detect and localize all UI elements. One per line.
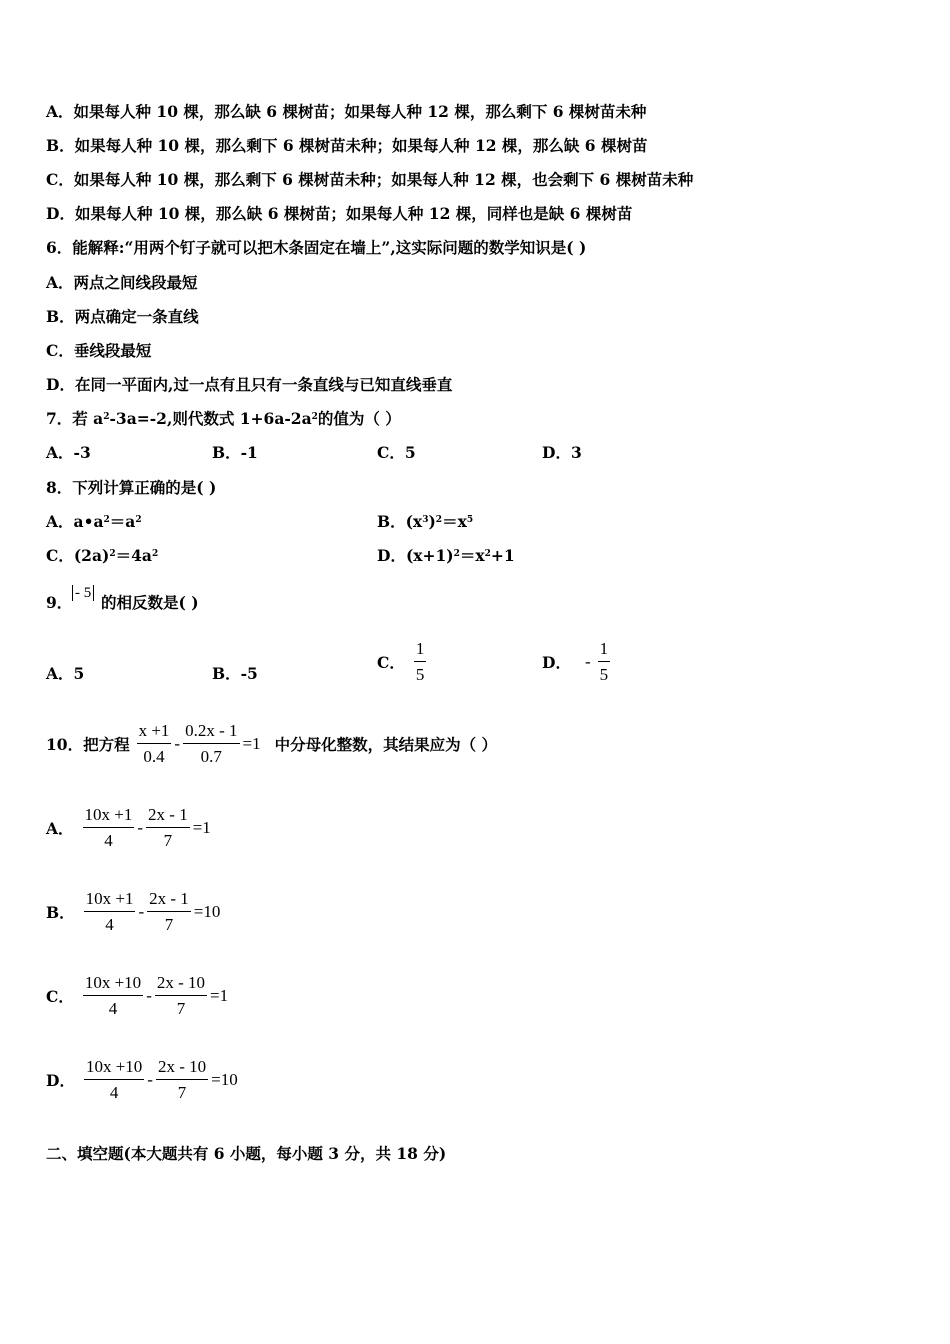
fraction: $\frac{2x - 10}{7}$	[156, 973, 206, 1018]
q10-option-d: D． $\frac{10x +10}{4}$ - $\frac{2x - 10}{7}$ =10	[46, 1057, 238, 1102]
q9-number: 9．	[46, 593, 73, 612]
q5-option-b: B．如果每人种 10 棵，那么剩下 6 棵树苗未种；如果每人种 12 棵，那么缺 6 棵树苗	[46, 136, 648, 155]
fraction: $\frac{10x +10}{4}$	[84, 973, 142, 1018]
fraction: $\frac{x +1}{0.4}$	[138, 721, 170, 766]
q8-option-a: A．$a•a^2=a^2$	[46, 512, 142, 531]
q10-stem: 10．把方程 $\frac{x +1}{0.4}$ - $\frac{0.2x - 1}{0.7}$ =1 中分母化整数，其结果应为（ ）	[46, 721, 498, 766]
q6-option-c: C．垂线段最短	[46, 341, 152, 360]
q7-option-a: A．-3	[46, 443, 91, 462]
q9-abs-expression: - 5	[72, 582, 94, 602]
q9-option-b: B．-5	[212, 664, 258, 683]
fraction: $\frac{2x - 10}{7}$	[157, 1057, 207, 1102]
q8-stem: 8．下列计算正确的是( )	[46, 478, 217, 497]
fraction: $\frac{2x - 1}{7}$	[149, 889, 189, 934]
fraction: $\frac{2x - 1}{7}$	[148, 805, 188, 850]
fraction: $\frac{0.2x - 1}{0.7}$	[185, 721, 238, 766]
q7-option-b: B．-1	[212, 443, 258, 462]
q7-stem: 7．若 $a^2-3a=-2$,则代数式 $1+6a-2a^2$的值为（ ）	[46, 409, 401, 428]
q6-option-b: B．两点确定一条直线	[46, 307, 199, 326]
q6-option-d: D．在同一平面内,过一点有且只有一条直线与已知直线垂直	[46, 375, 453, 394]
q6-option-a: A．两点之间线段最短	[46, 273, 198, 292]
q7-option-d: D．3	[542, 443, 582, 462]
q8-option-c: C．$(2a)^2=4a^2$	[46, 546, 159, 565]
fraction: $\frac{1}{5}$	[599, 639, 609, 684]
q9-option-a: A．5	[46, 664, 85, 683]
fraction: $\frac{10x +10}{4}$	[85, 1057, 143, 1102]
q10-option-c: C． $\frac{10x +10}{4}$ - $\frac{2x - 10}{7}$ =1	[46, 973, 229, 1018]
q9-stem: 的相反数是( )	[101, 593, 199, 612]
q10-option-a: A． $\frac{10x +1}{4}$ - $\frac{2x - 1}{7}$ =1	[46, 805, 211, 850]
q5-option-c: C．如果每人种 10 棵，那么剩下 6 棵树苗未种；如果每人种 12 棵，也会剩下 6 棵树苗未种	[46, 170, 694, 189]
q5-option-d: D．如果每人种 10 棵，那么缺 6 棵树苗；如果每人种 12 棵，同样也是缺 6 棵树苗	[46, 204, 633, 223]
q9-option-c: C． $\frac{1}{5}$	[377, 639, 425, 684]
fraction: $\frac{10x +1}{4}$	[85, 889, 134, 934]
q8-option-b: B．$(x^3)^2=x^5$	[377, 512, 474, 531]
fraction: $\frac{10x +1}{4}$	[84, 805, 133, 850]
q8-option-d: D．$(x+1)^2=x^2+1$	[377, 546, 515, 565]
q10-option-b: B． $\frac{10x +1}{4}$ - $\frac{2x - 1}{7}$ =10	[46, 889, 221, 934]
q7-option-c: C．5	[377, 443, 416, 462]
q5-option-a: A．如果每人种 10 棵，那么缺 6 棵树苗；如果每人种 12 棵，那么剩下 6 棵树苗未种	[46, 102, 647, 121]
q6-stem: 6．能解释:“用两个钉子就可以把木条固定在墙上”,这实际问题的数学知识是( )	[46, 238, 587, 257]
q9-option-d: D． - $\frac{1}{5}$	[542, 639, 609, 684]
fraction: $\frac{1}{5}$	[415, 639, 425, 684]
section-heading: 二、填空题(本大题共有 6 小题，每小题 3 分，共 18 分)	[46, 1144, 447, 1163]
